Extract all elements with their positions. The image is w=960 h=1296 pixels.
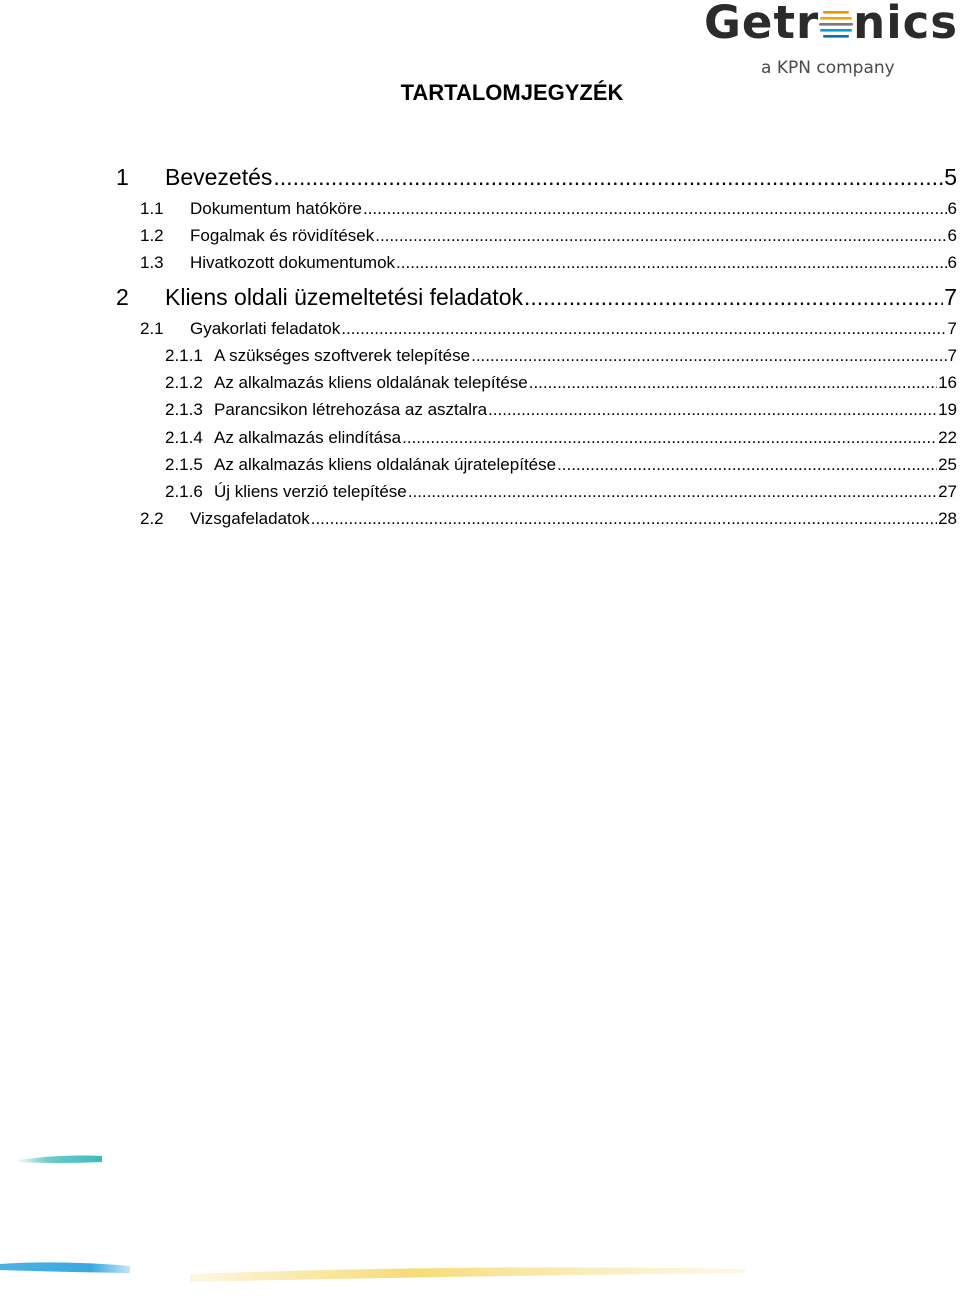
- toc-text: Új kliens verzió telepítése: [214, 482, 407, 501]
- toc-entry[interactable]: [165, 400, 957, 420]
- toc-page: 28: [938, 509, 957, 528]
- toc-text: Bevezetés: [165, 164, 273, 190]
- toc-entry[interactable]: [140, 253, 957, 273]
- toc-text: Gyakorlati feladatok: [190, 319, 341, 338]
- toc-leader: [524, 284, 943, 311]
- toc-page: 27: [938, 482, 957, 501]
- toc-entry[interactable]: [116, 284, 957, 311]
- toc-number: 2.1.5: [165, 455, 203, 474]
- toc-number: 2.1.6: [165, 482, 203, 501]
- toc-text: Vizsgafeladatok: [190, 509, 310, 528]
- toc-leader: [471, 346, 946, 366]
- footer-stripe-teal: [18, 1156, 102, 1164]
- toc-leader: [408, 482, 937, 502]
- toc-text: Az alkalmazás kliens oldalának telepítése: [214, 373, 528, 392]
- toc-entry[interactable]: [165, 346, 957, 366]
- toc-page: 16: [938, 373, 957, 392]
- toc-number: 2: [116, 284, 129, 310]
- toc-number: 1.3: [140, 253, 164, 272]
- logo-word-left: Getr: [704, 0, 820, 49]
- logo-globe-icon: [819, 7, 853, 41]
- toc-page: 19: [938, 400, 957, 419]
- logo-subtitle: a KPN company: [761, 58, 895, 78]
- toc-text: Az alkalmazás kliens oldalának újratelepítése: [214, 455, 557, 474]
- toc-page: 22: [938, 428, 957, 447]
- toc-leader: [529, 373, 937, 393]
- toc-leader: [396, 253, 946, 273]
- toc-entry[interactable]: [140, 226, 957, 246]
- toc-number: 2.1: [140, 319, 164, 338]
- toc-page: 7: [947, 346, 957, 365]
- toc-text: Kliens oldali üzemeltetési feladatok: [165, 284, 523, 310]
- footer-decoration: [0, 1136, 960, 1296]
- toc-leader: [557, 455, 937, 475]
- toc-entry[interactable]: [140, 199, 957, 219]
- toc-number: 1.2: [140, 226, 164, 245]
- toc-leader: [273, 164, 943, 191]
- toc-text: Fogalmak és rövidítések: [190, 226, 375, 245]
- toc-text: A szükséges szoftverek telepítése: [214, 346, 471, 365]
- toc-page: 5: [944, 164, 957, 190]
- toc-number: 2.1.1: [165, 346, 203, 365]
- footer-stripe-yellow: [190, 1267, 745, 1282]
- page-title: TARTALOMJEGYZÉK: [400, 80, 624, 105]
- toc-number: 2.1.2: [165, 373, 203, 392]
- footer-stripe-blue: [0, 1262, 130, 1273]
- toc-text: Dokumentum hatóköre: [190, 199, 362, 218]
- toc-page: 7: [944, 284, 957, 310]
- getronics-logo: [700, 0, 959, 86]
- logo-wordmark: [704, 0, 958, 49]
- toc-text: Hivatkozott dokumentumok: [190, 253, 396, 272]
- toc-number: 1.1: [140, 199, 164, 218]
- toc-leader: [375, 226, 946, 246]
- toc-number: 2.2: [140, 509, 164, 528]
- logo-word-right: nics: [853, 0, 959, 49]
- toc-page: 6: [947, 226, 957, 245]
- toc-leader: [488, 400, 937, 420]
- logo-o-slot: [819, 8, 853, 38]
- toc-page: 6: [947, 199, 957, 218]
- toc-entry[interactable]: [165, 373, 957, 393]
- toc-number: 2.1.3: [165, 400, 203, 419]
- toc-leader: [363, 199, 947, 219]
- toc-leader: [341, 319, 946, 339]
- toc-number: 1: [116, 164, 129, 190]
- toc-leader: [402, 428, 937, 448]
- toc-number: 2.1.4: [165, 428, 203, 447]
- toc-page: 25: [938, 455, 957, 474]
- toc-page: 7: [947, 319, 957, 338]
- toc-text: Az alkalmazás elindítása: [214, 428, 402, 447]
- toc-text: Parancsikon létrehozása az asztalra: [214, 400, 488, 419]
- toc-entry[interactable]: [140, 319, 957, 339]
- toc-entry[interactable]: [140, 509, 957, 529]
- toc-page: 6: [947, 253, 957, 272]
- toc-leader: [311, 509, 937, 529]
- toc-entry[interactable]: [165, 455, 957, 475]
- toc-entry[interactable]: [165, 482, 957, 502]
- toc-entry[interactable]: [165, 428, 957, 448]
- toc-entry[interactable]: [116, 164, 957, 191]
